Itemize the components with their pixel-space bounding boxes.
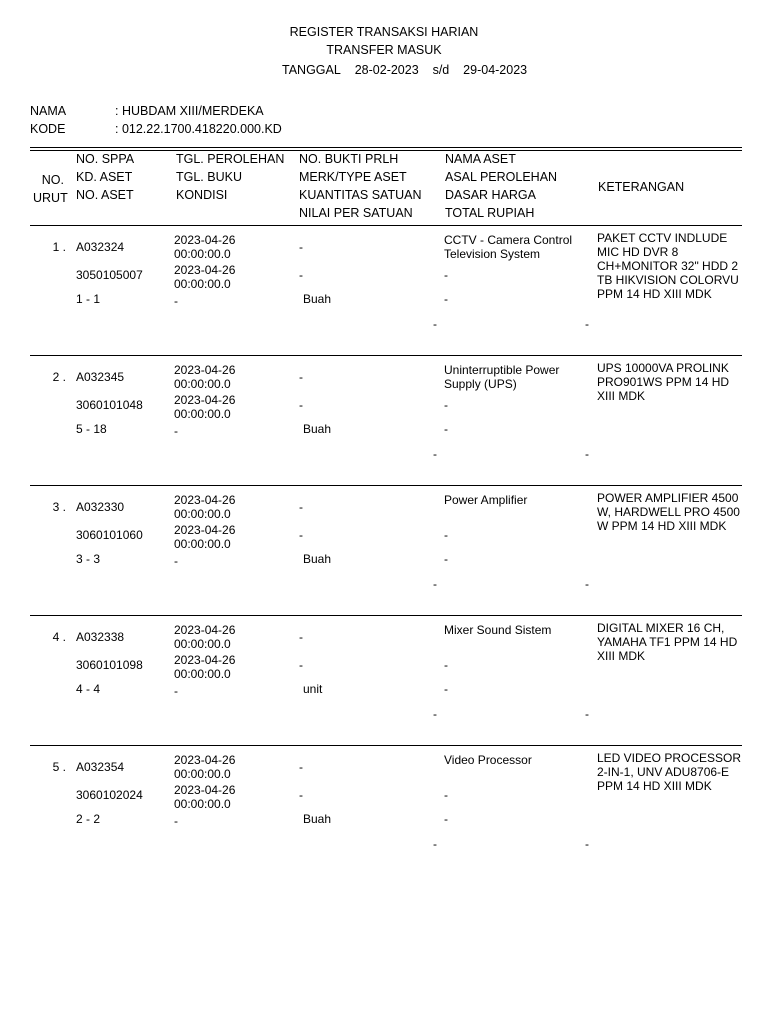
row-kd-aset: 3060101048 — [76, 398, 143, 412]
header-no: NO. — [41, 173, 64, 187]
row-total: - — [585, 837, 589, 851]
row-no-aset: 3 - 3 — [76, 552, 101, 566]
row-bukti: - — [299, 500, 303, 514]
row-kd-aset: 3060101060 — [76, 528, 143, 542]
header-col-nama — [445, 150, 557, 222]
row-tgl-buku-time: 00:00:00.0 — [174, 407, 231, 421]
row-keterangan: DIGITAL MIXER 16 CH, YAMAHA TF1 PPM 14 HD XIII MDK — [597, 621, 738, 663]
row-number: 2 . — [52, 370, 66, 384]
table-row — [0, 230, 768, 360]
row-dasar: - — [444, 812, 448, 826]
row-separator — [30, 615, 742, 616]
header-kuantitas: KUANTITAS SATUAN — [299, 188, 422, 202]
row-tgl-perolehan-date: 2023-04-26 — [174, 623, 236, 637]
header-nama-aset: NAMA ASET — [445, 152, 516, 166]
row-merk: - — [299, 268, 303, 282]
kode-label: KODE — [30, 122, 66, 136]
row-merk: - — [299, 528, 303, 542]
header-no-bukti: NO. BUKTI PRLH — [299, 152, 399, 166]
row-number: 1 . — [52, 240, 66, 254]
row-keterangan: PAKET CCTV INDLUDE MIC HD DVR 8 CH+MONITOR 32" HDD 2 TB HIKVISION COLORVU PPM 14 HD XIII MDK — [597, 231, 739, 301]
row-nilai: - — [433, 837, 437, 851]
header-kd-aset: KD. ASET — [76, 170, 133, 184]
tanggal-label: TANGGAL — [282, 63, 341, 77]
row-tgl-perolehan-time: 00:00:00.0 — [174, 247, 231, 261]
row-sppa: A032330 — [76, 500, 125, 514]
row-keterangan: LED VIDEO PROCESSOR 2-IN-1, UNV ADU8706-E PPM 14 HD XIII MDK — [597, 751, 742, 793]
row-kondisi: - — [174, 554, 178, 568]
header-dasar: DASAR HARGA — [445, 188, 536, 202]
table-row — [0, 750, 768, 880]
header-nilai: NILAI PER SATUAN — [299, 206, 413, 220]
row-tgl-buku-date: 2023-04-26 — [174, 783, 236, 797]
row-sppa: A032324 — [76, 240, 125, 254]
row-separator — [30, 745, 742, 746]
row-bukti: - — [299, 630, 303, 644]
header-no-sppa: NO. SPPA — [76, 152, 135, 166]
row-dasar: - — [444, 422, 448, 436]
row-satuan: Buah — [303, 422, 332, 436]
row-tgl-buku-time: 00:00:00.0 — [174, 667, 231, 681]
header-kondisi: KONDISI — [176, 188, 228, 202]
row-satuan: Buah — [303, 292, 332, 306]
row-asal: - — [444, 788, 448, 802]
row-asal: - — [444, 268, 448, 282]
row-satuan: Buah — [303, 552, 332, 566]
row-kd-aset: 3060102024 — [76, 788, 143, 802]
row-asal: - — [444, 398, 448, 412]
row-merk: - — [299, 398, 303, 412]
row-total: - — [585, 447, 589, 461]
row-keterangan: UPS 10000VA PROLINK PRO901WS PPM 14 HD XIII MDK — [597, 361, 730, 403]
row-number: 3 . — [52, 500, 66, 514]
row-number: 4 . — [52, 630, 66, 644]
row-no-aset: 5 - 18 — [76, 422, 107, 436]
date-to: 29-04-2023 — [463, 63, 528, 77]
header-urut: URUT — [33, 191, 68, 205]
row-bukti: - — [299, 760, 303, 774]
table-row — [0, 360, 768, 490]
row-tgl-perolehan-date: 2023-04-26 — [174, 493, 236, 507]
row-no-aset: 2 - 2 — [76, 812, 101, 826]
row-merk: - — [299, 658, 303, 672]
header-col-bukti — [299, 150, 421, 222]
row-asal: - — [444, 528, 448, 542]
row-asal: - — [444, 658, 448, 672]
header-no-urut — [33, 171, 68, 207]
row-total: - — [585, 317, 589, 331]
row-bukti: - — [299, 240, 303, 254]
row-kondisi: - — [174, 814, 178, 828]
row-dasar: - — [444, 552, 448, 566]
row-bukti: - — [299, 370, 303, 384]
header-tgl-buku: TGL. BUKU — [176, 170, 242, 184]
row-nama-aset: Power Amplifier — [444, 493, 528, 507]
kode-value: : 012.22.1700.418220.000.KD — [115, 122, 282, 136]
row-tgl-perolehan-date: 2023-04-26 — [174, 233, 236, 247]
header-bottom-rule — [30, 225, 742, 226]
row-nama-aset: Uninterruptible Power Supply (UPS) — [444, 363, 560, 391]
table-row — [0, 490, 768, 620]
row-separator — [30, 485, 742, 486]
row-sppa: A032345 — [76, 370, 125, 384]
row-total: - — [585, 707, 589, 721]
row-tgl-perolehan-time: 00:00:00.0 — [174, 637, 231, 651]
row-sppa: A032338 — [76, 630, 125, 644]
row-kondisi: - — [174, 684, 178, 698]
sd-label: s/d — [432, 63, 450, 77]
row-tgl-buku-time: 00:00:00.0 — [174, 537, 231, 551]
row-nilai: - — [433, 447, 437, 461]
row-nilai: - — [433, 317, 437, 331]
row-no-aset: 1 - 1 — [76, 292, 101, 306]
report-title: REGISTER TRANSAKSI HARIAN — [289, 25, 479, 39]
row-tgl-buku-date: 2023-04-26 — [174, 523, 236, 537]
row-tgl-buku-time: 00:00:00.0 — [174, 277, 231, 291]
header-top-rule — [30, 147, 742, 148]
row-sppa: A032354 — [76, 760, 125, 774]
header-keterangan: KETERANGAN — [598, 180, 685, 194]
row-kondisi: - — [174, 294, 178, 308]
row-dasar: - — [444, 682, 448, 696]
nama-label: NAMA — [30, 104, 67, 118]
row-tgl-buku-date: 2023-04-26 — [174, 393, 236, 407]
nama-value: : HUBDAM XIII/MERDEKA — [115, 104, 264, 118]
row-nilai: - — [433, 707, 437, 721]
row-satuan: unit — [303, 682, 323, 696]
row-kd-aset: 3050105007 — [76, 268, 143, 282]
row-number: 5 . — [52, 760, 66, 774]
row-total: - — [585, 577, 589, 591]
row-kd-aset: 3060101098 — [76, 658, 143, 672]
header-total: TOTAL RUPIAH — [445, 206, 535, 220]
row-nama-aset: Video Processor — [444, 753, 532, 767]
row-merk: - — [299, 788, 303, 802]
row-no-aset: 4 - 4 — [76, 682, 101, 696]
row-tgl-perolehan-date: 2023-04-26 — [174, 363, 236, 377]
row-tgl-perolehan-date: 2023-04-26 — [174, 753, 236, 767]
header-merk: MERK/TYPE ASET — [299, 170, 407, 184]
row-dasar: - — [444, 292, 448, 306]
row-nilai: - — [433, 577, 437, 591]
header-col-sppa — [76, 150, 134, 204]
row-separator — [30, 355, 742, 356]
row-tgl-buku-time: 00:00:00.0 — [174, 797, 231, 811]
row-tgl-perolehan-time: 00:00:00.0 — [174, 507, 231, 521]
header-no-aset: NO. ASET — [76, 188, 134, 202]
row-tgl-buku-date: 2023-04-26 — [174, 653, 236, 667]
row-nama-aset: CCTV - Camera Control Television System — [444, 233, 573, 261]
header-col-tgl — [176, 150, 284, 204]
row-tgl-perolehan-time: 00:00:00.0 — [174, 377, 231, 391]
date-from: 28-02-2023 — [354, 63, 419, 77]
row-nama-aset: Mixer Sound Sistem — [444, 623, 552, 637]
row-kondisi: - — [174, 424, 178, 438]
row-tgl-buku-date: 2023-04-26 — [174, 263, 236, 277]
row-satuan: Buah — [303, 812, 332, 826]
report-subtitle: TRANSFER MASUK — [326, 43, 442, 57]
row-tgl-perolehan-time: 00:00:00.0 — [174, 767, 231, 781]
table-row — [0, 620, 768, 750]
header-asal: ASAL PEROLEHAN — [445, 170, 558, 184]
date-range — [282, 63, 527, 77]
row-keterangan: POWER AMPLIFIER 4500 W, HARDWELL PRO 4500 W PPM 14 HD XIII MDK — [597, 491, 740, 533]
header-tgl-perolehan: TGL. PEROLEHAN — [176, 152, 285, 166]
